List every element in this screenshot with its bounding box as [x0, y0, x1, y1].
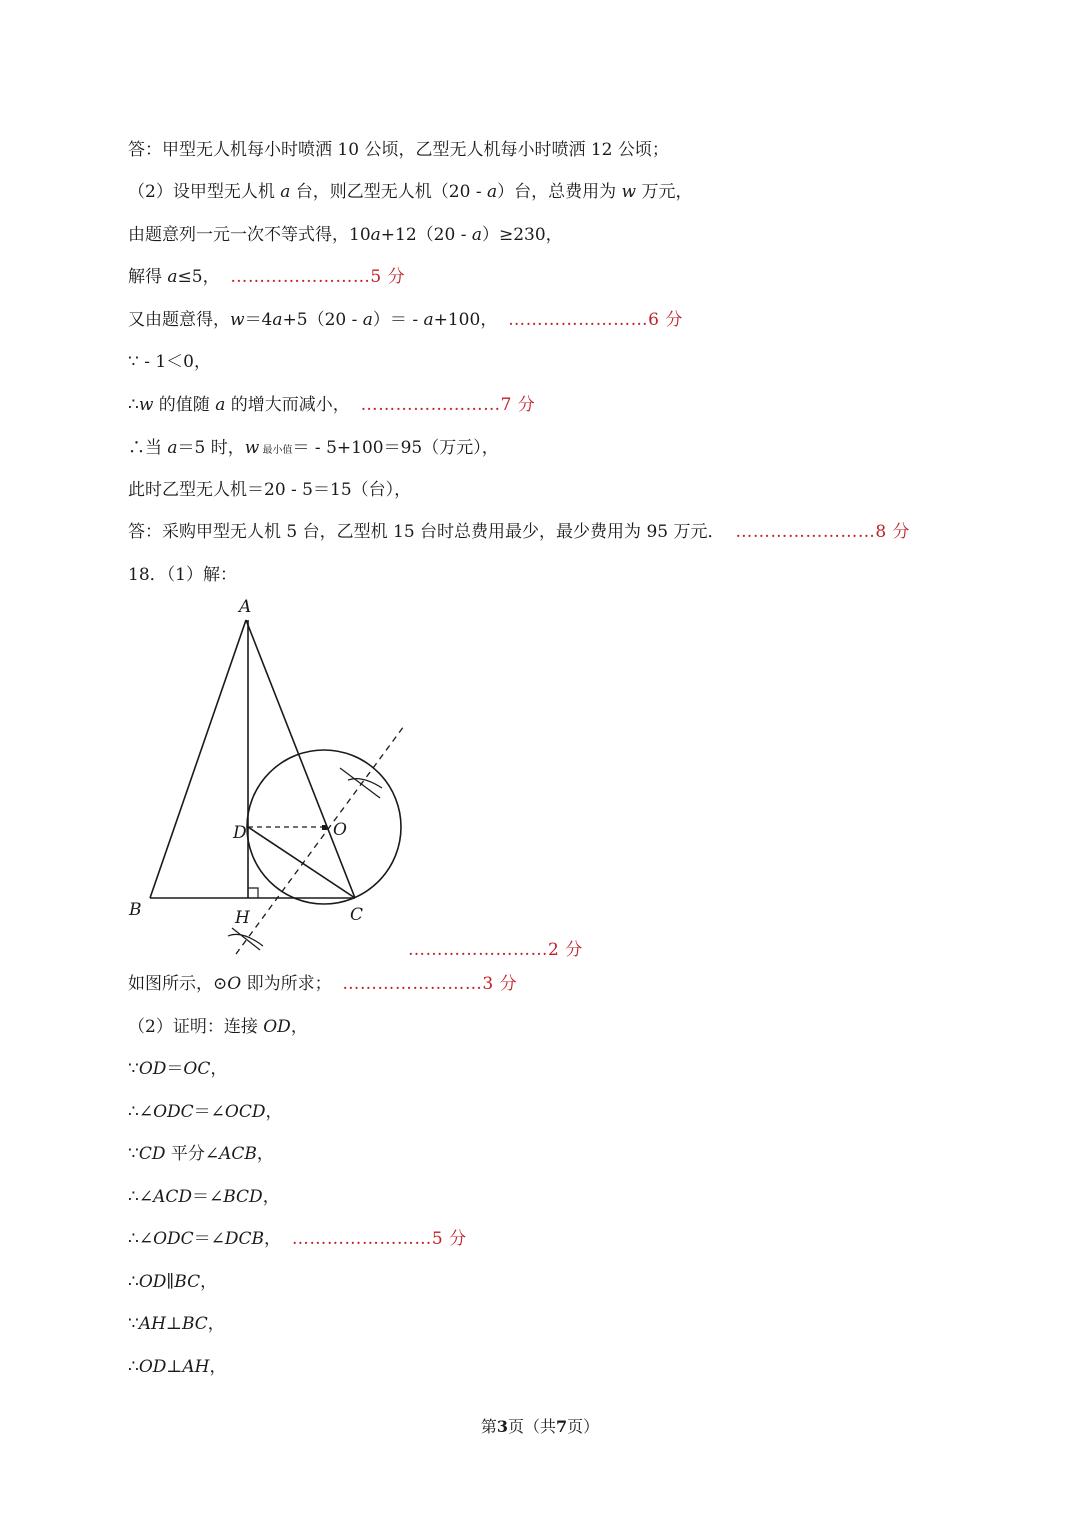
score-mark: ……………………7 分: [360, 395, 536, 415]
cost-function-line: 又由题意得，w＝4a+5（20 - a）＝ - a+100， ……………………6 分: [128, 310, 683, 330]
proof-step-3: ∵CD 平分∠ACB，: [128, 1144, 274, 1164]
minimum-line: ∴当 a＝5 时，w 最小值＝ - 5+100＝95（万元），: [128, 438, 499, 458]
construction-arc-bottom-2: [232, 928, 260, 950]
score-mark: ……………………5 分: [230, 267, 406, 287]
figure-conclusion-line: 如图所示，⊙O 即为所求； ……………………3 分: [128, 974, 518, 994]
decreasing-line: ∴w 的值随 a 的增大而减小， ……………………7 分: [128, 395, 536, 415]
score-mark: ……………………6 分: [508, 310, 683, 330]
label-o: O: [333, 820, 347, 840]
perpendicular-bisector: [236, 726, 404, 954]
label-a: A: [239, 597, 252, 617]
geometry-figure: [120, 592, 420, 962]
slope-line: ∵ - 1＜0，: [128, 352, 211, 372]
count-line: 此时乙型无人机＝20 - 5＝15（台），: [128, 480, 412, 500]
proof-step-2: ∴∠ODC＝∠OCD，: [128, 1102, 283, 1122]
right-angle-mark: [248, 888, 258, 898]
answer-line-2: 答：采购甲型无人机 5 台，乙型机 15 台时总费用最少，最少费用为 95 万元． ……………………8 分: [128, 522, 911, 542]
proof-step-6: ∴OD∥BC，: [128, 1272, 218, 1292]
proof-heading-line: （2）证明：连接 OD，: [128, 1017, 308, 1037]
label-c: C: [350, 905, 364, 925]
segment-ab: [150, 620, 246, 898]
page-footer: 第3页（共7页）: [480, 1417, 600, 1436]
part2-setup-line: （2）设甲型无人机 a 台，则乙型无人机（20 - a）台，总费用为 w 万元，: [128, 182, 693, 202]
label-d: D: [233, 823, 247, 843]
label-h: H: [235, 908, 250, 928]
score-mark-figure: ……………………2 分: [408, 940, 583, 960]
solution-line: 解得 a≤5， ……………………5 分: [128, 267, 406, 287]
inequality-line: 由题意列一元一次不等式得，10a+12（20 - a）≥230，: [128, 225, 563, 245]
proof-step-5: ∴∠ODC＝∠DCB， ……………………5 分: [128, 1229, 467, 1249]
center-point-o: [322, 825, 327, 830]
score-mark: ……………………3 分: [342, 974, 518, 994]
proof-step-4: ∴∠ACD＝∠BCD，: [128, 1187, 280, 1207]
answer-line-1: 答：甲型无人机每小时喷洒 10 公顷，乙型无人机每小时喷洒 12 公顷；: [128, 140, 669, 160]
score-mark: ……………………5 分: [291, 1229, 467, 1249]
proof-step-8: ∴OD⊥AH，: [128, 1357, 227, 1377]
label-b: B: [129, 900, 142, 920]
segment-ac: [246, 620, 355, 898]
proof-step-1: ∵OD＝OC，: [128, 1059, 228, 1079]
question-18-heading: 18．（1）解：: [128, 565, 237, 585]
page-number: 3: [496, 1417, 508, 1436]
proof-step-7: ∵AH⊥BC，: [128, 1314, 225, 1334]
score-mark: ……………………8 分: [735, 522, 911, 542]
page-total: 7: [556, 1417, 568, 1436]
